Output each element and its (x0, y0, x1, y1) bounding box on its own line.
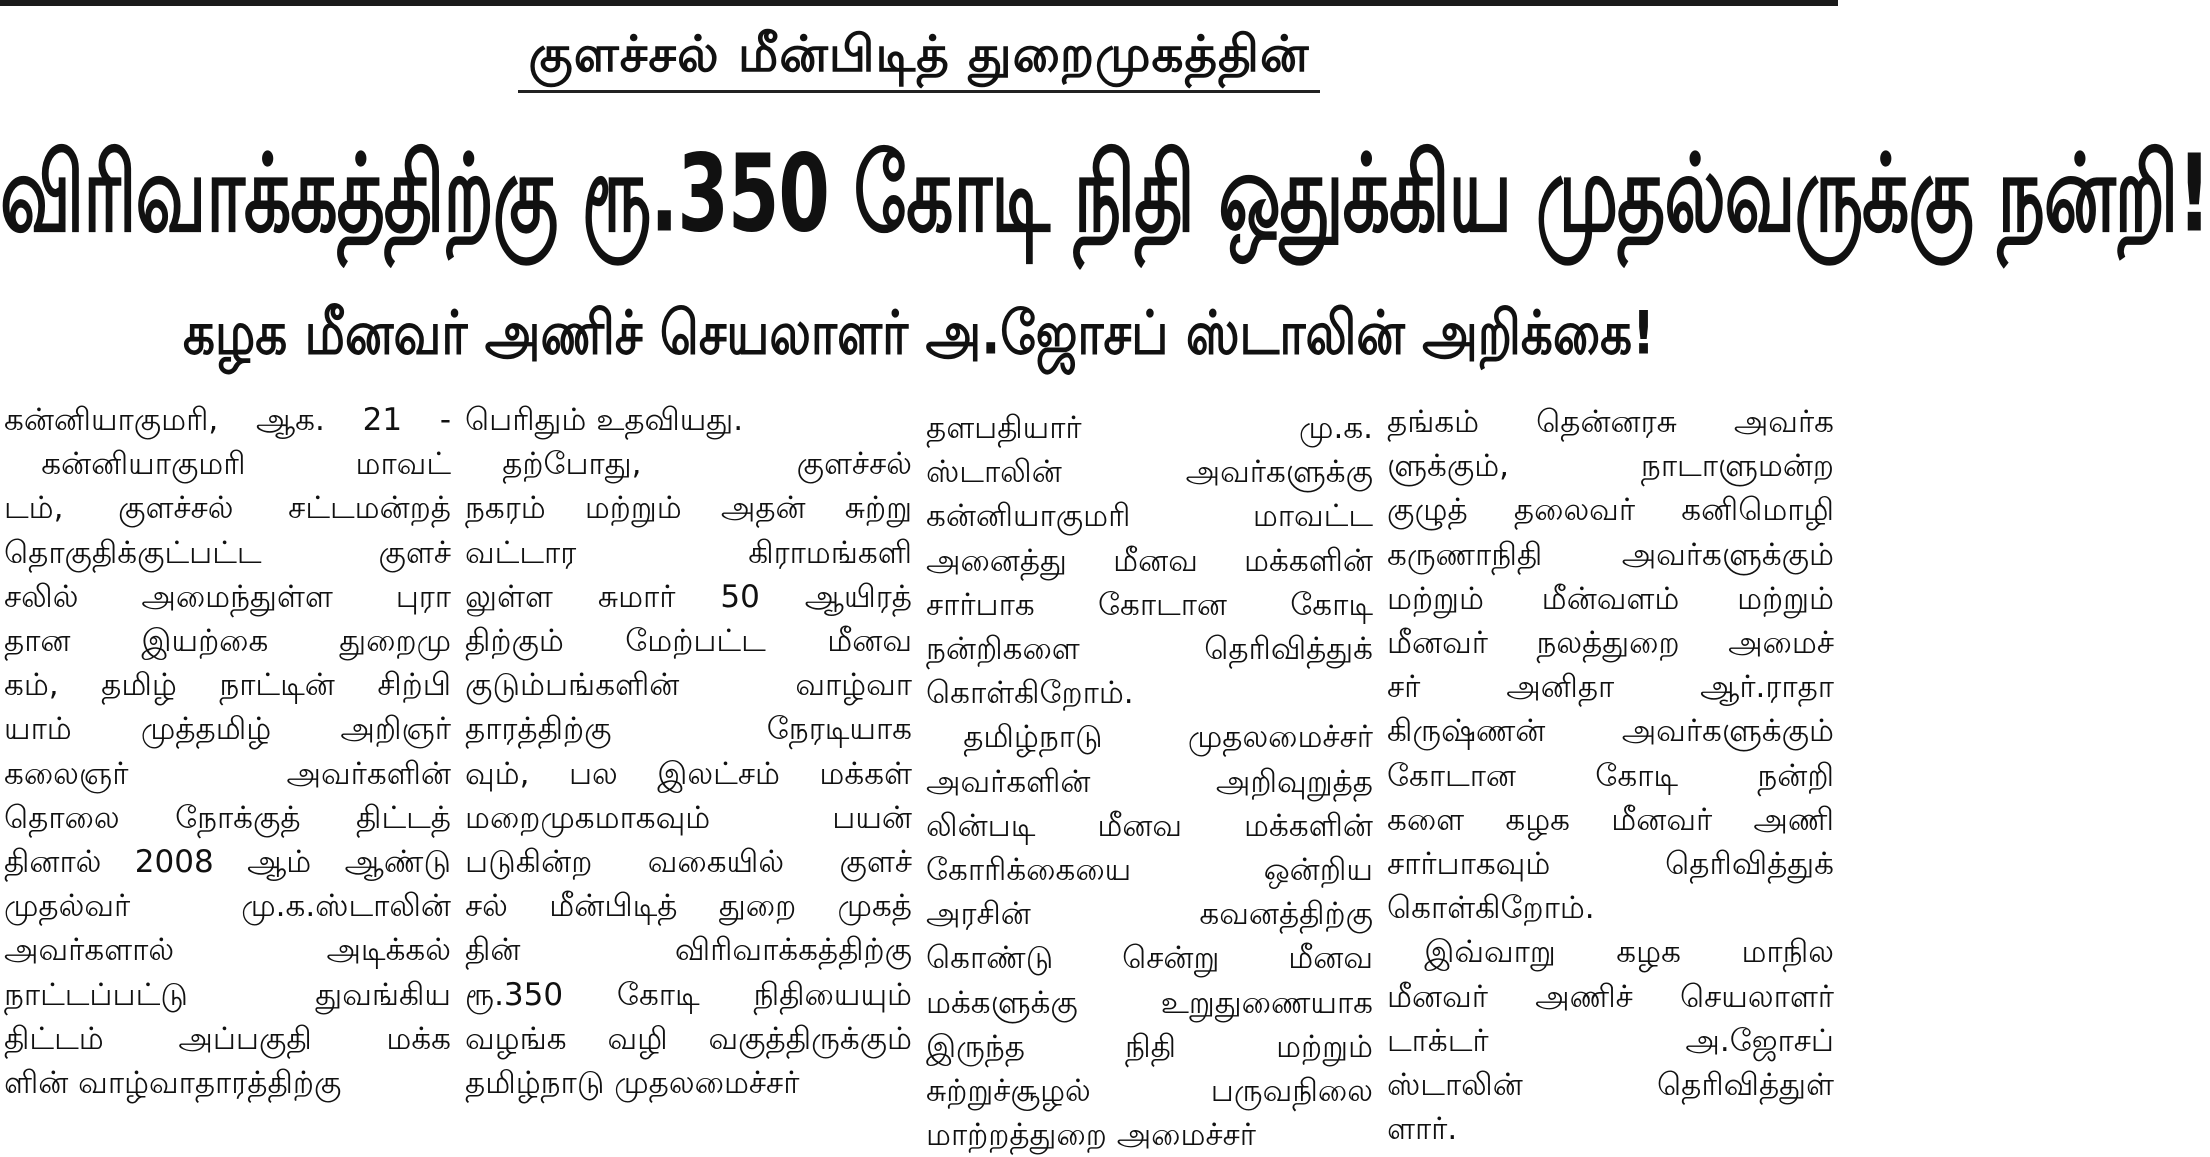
article-line: பெரிதும் உதவியது. (465, 402, 744, 438)
article-line: ளின் வாழ்வாதாரத்திற்கு (4, 1065, 342, 1102)
article-line: படுகின்ற வகையில் குளச் (465, 844, 912, 881)
kicker-container (0, 22, 1838, 93)
article-line: ளுக்கும், நாடாளுமன்ற (1387, 448, 1834, 485)
article-line: அவர்களின் அறிவுறுத்த (926, 763, 1373, 800)
article-line: அவர்களால் அடிக்கல் (4, 932, 451, 969)
article-line: தின் விரிவாக்கத்திற்கு (465, 932, 912, 969)
article-line: சர் அனிதா ஆர்.ராதா (1387, 669, 1834, 706)
article-line: டம், குளச்சல் சட்டமன்றத் (4, 490, 451, 527)
article-line: மக்களுக்கு உறுதுணையாக (926, 984, 1373, 1021)
article-line: கன்னியாகுமரி, ஆக. 21 - (4, 402, 451, 438)
article-line: திற்கும் மேற்பட்ட மீனவ (465, 623, 912, 660)
article-line: சார்பாகவும் தெரிவித்துக் (1387, 846, 1834, 883)
article-line: வும், பல இலட்சம் மக்கள் (465, 755, 912, 792)
article-line: குழுத் தலைவர் கனிமொழி (1387, 492, 1834, 529)
article-line: அனைத்து மீனவ மக்களின் (926, 542, 1373, 579)
article-line: தான இயற்கை துறைமு (4, 623, 451, 660)
article-line: சுற்றுச்சூழல் பருவநிலை (926, 1073, 1373, 1110)
article-line: மீனவர் நலத்துறை அமைச் (1387, 625, 1834, 662)
article-line: டாக்டர் அ.ஜோசப் (1387, 1022, 1834, 1059)
article-line: குடும்பங்களின் வாழ்வா (465, 667, 912, 704)
article-line: கிருஷ்ணன் அவர்களுக்கும் (1387, 713, 1834, 750)
article-line: தமிழ்நாடு முதலமைச்சர் (465, 1065, 800, 1102)
article-line: தினால் 2008 ஆம் ஆண்டு (4, 844, 451, 881)
article-line: மாற்றத்துறை அமைச்சர் (926, 1117, 1256, 1154)
kicker-headline: குளச்சல் மீன்பிடித் துறைமுகத்தின் (518, 22, 1319, 93)
article-line: நன்றிகளை தெரிவித்துக் (926, 631, 1373, 668)
article-line: கம், தமிழ் நாட்டின் சிற்பி (4, 667, 451, 704)
article-line: லுள்ள சுமார் 50 ஆயிரத் (465, 578, 912, 615)
article-line: தளபதியார் மு.க. (926, 410, 1373, 446)
article-column-4 (1387, 398, 1834, 1148)
article-line: மறைமுகமாகவும் பயன் (465, 799, 912, 836)
article-line: கலைஞர் அவர்களின் (4, 755, 451, 792)
article-line: தொலை நோக்குத் திட்டத் (4, 799, 451, 836)
article-line: ஸ்டாலின் தெரிவித்துள் (1387, 1067, 1834, 1104)
article-column-3 (926, 398, 1373, 1154)
sub-headline: கழக மீனவர் அணிச் செயலாளர் அ.ஜோசப் ஸ்டாலின் அறிக்கை! (183, 298, 1655, 368)
article-line: லின்படி மீனவ மக்களின் (926, 807, 1373, 844)
article-line: தாரத்திற்கு நேரடியாக (465, 711, 912, 748)
article-column-2 (465, 398, 912, 1114)
article-line: களை கழக மீனவர் அணி (1387, 801, 1834, 838)
article-line: தொகுதிக்குட்பட்ட குளச் (4, 534, 451, 571)
article-line: திட்டம் அப்பகுதி மக்க (4, 1020, 451, 1057)
article-line: ஸ்டாலின் அவர்களுக்கு (926, 454, 1373, 491)
article-line: தமிழ்நாடு முதலமைச்சர் (963, 719, 1373, 756)
article-line: ளார். (1387, 1111, 1458, 1148)
article-column-1 (4, 398, 451, 1114)
article-body (4, 398, 1834, 1154)
article-line: ரூ.350 கோடி நிதியையும் (465, 976, 912, 1013)
article-line: தங்கம் தென்னரசு அவர்க (1387, 404, 1834, 440)
article-line: நாட்டப்பட்டு துவங்கிய (4, 976, 451, 1013)
top-border-rule (0, 0, 1838, 6)
article-line: இருந்த நிதி மற்றும் (926, 1028, 1373, 1065)
article-line: கொண்டு சென்று மீனவ (926, 940, 1373, 977)
article-line: கருணாநிதி அவர்களுக்கும் (1387, 536, 1834, 573)
main-headline: விரிவாக்கத்திற்கு ரூ.350 கோடி நிதி ஒதுக்கிய முதல்வருக்கு நன்றி! (0, 131, 2210, 257)
article-line: சலில் அமைந்துள்ள புரா (4, 578, 451, 615)
article-line: மீனவர் அணிச் செயலாளர் (1387, 978, 1834, 1015)
article-line: கன்னியாகுமரி மாவட்ட (926, 498, 1373, 535)
article-line: மற்றும் மீன்வளம் மற்றும் (1387, 580, 1834, 617)
article-line: கன்னியாகுமரி மாவட் (41, 446, 451, 483)
article-line: முதல்வர் மு.க.ஸ்டாலின் (4, 888, 451, 925)
article-line: நகரம் மற்றும் அதன் சுற்று (465, 490, 912, 527)
article-line: இவ்வாறு கழக மாநில (1424, 934, 1834, 971)
article-line: வழங்க வழி வகுத்திருக்கும் (465, 1020, 912, 1057)
article-line: சல் மீன்பிடித் துறை முகத் (465, 888, 912, 925)
article-line: கொள்கிறோம். (1387, 890, 1595, 927)
article-line: அரசின் கவனத்திற்கு (926, 896, 1373, 933)
article-line: தற்போது, குளச்சல் (502, 446, 912, 483)
article-line: வட்டார கிராமங்களி (465, 534, 912, 571)
article-line: கோரிக்கையை ஒன்றிய (926, 852, 1373, 889)
article-line: சார்பாக கோடான கோடி (926, 586, 1373, 623)
article-line: யாம் முத்தமிழ் அறிஞர் (4, 711, 451, 748)
article-line: கொள்கிறோம். (926, 675, 1134, 712)
article-line: கோடான கோடி நன்றி (1387, 757, 1834, 794)
